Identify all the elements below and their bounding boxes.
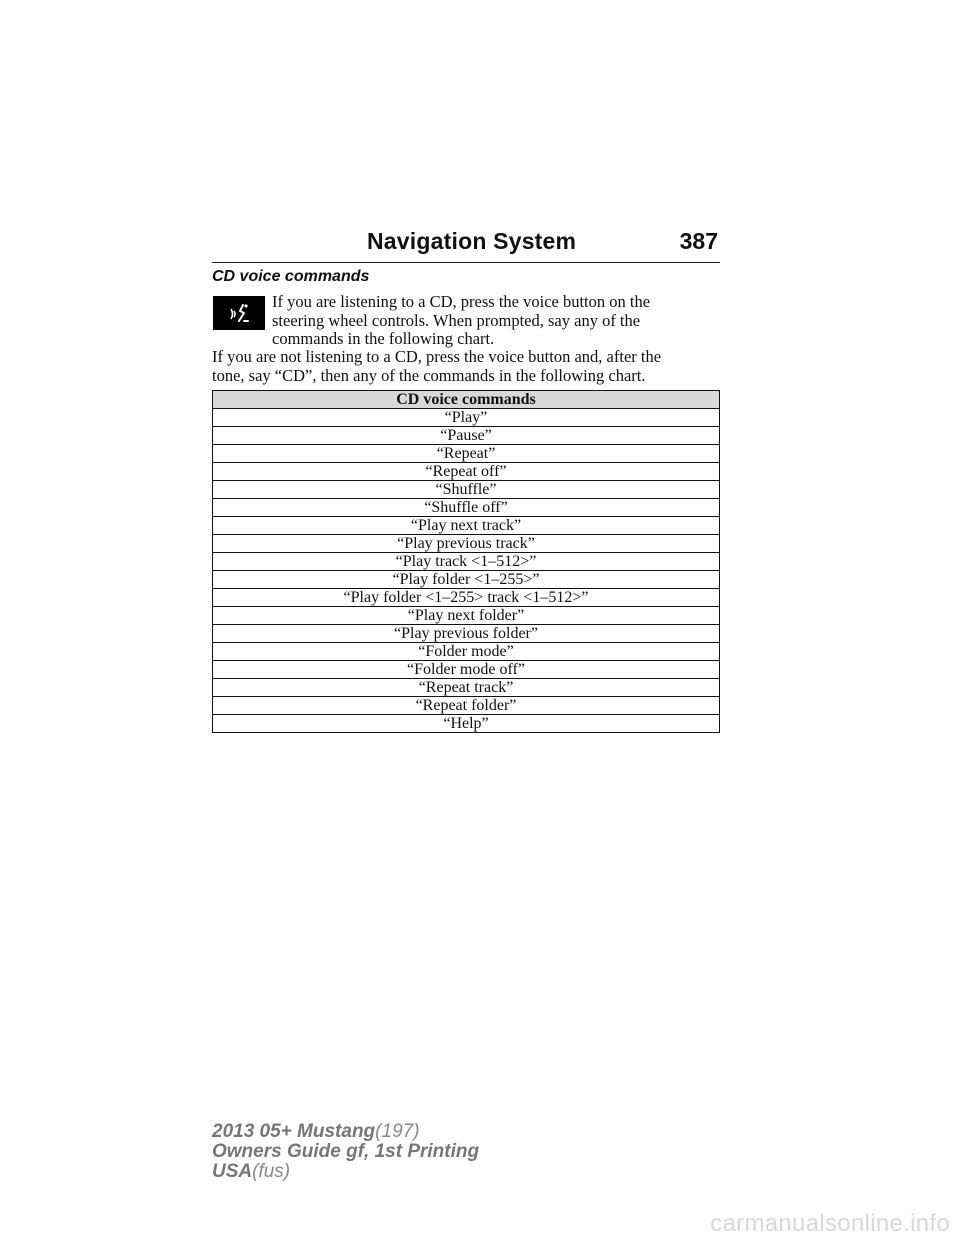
intro-line: If you are listening to a CD, press the voice button on the bbox=[272, 292, 651, 311]
footer-model-code: (197) bbox=[375, 1121, 420, 1142]
table-row bbox=[213, 697, 720, 715]
table-row bbox=[213, 481, 720, 499]
command-cell: “Play folder <1–255>” bbox=[213, 571, 720, 589]
footer-market-code: (fus) bbox=[252, 1161, 291, 1182]
table-row bbox=[213, 445, 720, 463]
command-cell: “Pause” bbox=[213, 427, 720, 445]
table-header-row bbox=[213, 391, 720, 409]
table-row bbox=[213, 553, 720, 571]
instruction-paragraph bbox=[212, 348, 722, 385]
page-header bbox=[212, 228, 720, 263]
table-row bbox=[213, 661, 720, 679]
command-cell: “Repeat track” bbox=[213, 679, 720, 697]
command-cell: “Play track <1–512>” bbox=[213, 553, 720, 571]
command-cell: “Shuffle” bbox=[213, 481, 720, 499]
instruction-line: If you are not listening to a CD, press the voice button and, after the bbox=[212, 347, 662, 366]
command-cell: “Repeat” bbox=[213, 445, 720, 463]
page-number: 387 bbox=[679, 228, 718, 254]
instruction-line: tone, say “CD”, then any of the commands in the following chart. bbox=[212, 365, 646, 385]
voice-glyph-icon bbox=[224, 302, 254, 324]
section-heading: CD voice commands bbox=[212, 268, 370, 285]
footer-guide: Owners Guide gf, 1st Printing bbox=[212, 1141, 480, 1162]
footer-line-3 bbox=[212, 1162, 479, 1182]
table-header: CD voice commands bbox=[213, 391, 720, 409]
command-cell: “Repeat folder” bbox=[213, 697, 720, 715]
footer-model: 2013 05+ Mustang bbox=[212, 1121, 376, 1142]
command-cell: “Folder mode” bbox=[213, 643, 720, 661]
command-cell: “Play next folder” bbox=[213, 607, 720, 625]
table-row bbox=[213, 517, 720, 535]
footer-line-2 bbox=[212, 1142, 479, 1162]
table-row bbox=[213, 625, 720, 643]
table-row bbox=[213, 409, 720, 427]
print-footer bbox=[212, 1122, 479, 1182]
table-row bbox=[213, 643, 720, 661]
command-cell: “Shuffle off” bbox=[213, 499, 720, 517]
command-cell: “Play folder <1–255> track <1–512>” bbox=[213, 589, 720, 607]
table-row bbox=[213, 463, 720, 481]
table-row bbox=[213, 715, 720, 733]
footer-line-1 bbox=[212, 1122, 479, 1142]
command-cell: “Play previous folder” bbox=[213, 625, 720, 643]
command-cell: “Folder mode off” bbox=[213, 661, 720, 679]
intro-paragraph bbox=[272, 293, 712, 349]
cd-voice-commands-table bbox=[212, 390, 720, 733]
table-row bbox=[213, 427, 720, 445]
voice-button-icon bbox=[213, 296, 265, 330]
table-row bbox=[213, 589, 720, 607]
table-row bbox=[213, 607, 720, 625]
footer-market: USA bbox=[212, 1161, 253, 1182]
command-cell: “Play previous track” bbox=[213, 535, 720, 553]
intro-line: commands in the following chart. bbox=[272, 329, 495, 348]
command-cell: “Repeat off” bbox=[213, 463, 720, 481]
table-row bbox=[213, 535, 720, 553]
intro-line: steering wheel controls. When prompted, say any of the bbox=[272, 310, 641, 330]
table-row bbox=[213, 499, 720, 517]
page-title: Navigation System bbox=[367, 228, 577, 254]
command-cell: “Help” bbox=[213, 715, 720, 733]
command-cell: “Play” bbox=[213, 409, 720, 427]
table-row bbox=[213, 679, 720, 697]
watermark: carmanualsonline.info bbox=[710, 1210, 950, 1237]
table-row bbox=[213, 571, 720, 589]
command-cell: “Play next track” bbox=[213, 517, 720, 535]
